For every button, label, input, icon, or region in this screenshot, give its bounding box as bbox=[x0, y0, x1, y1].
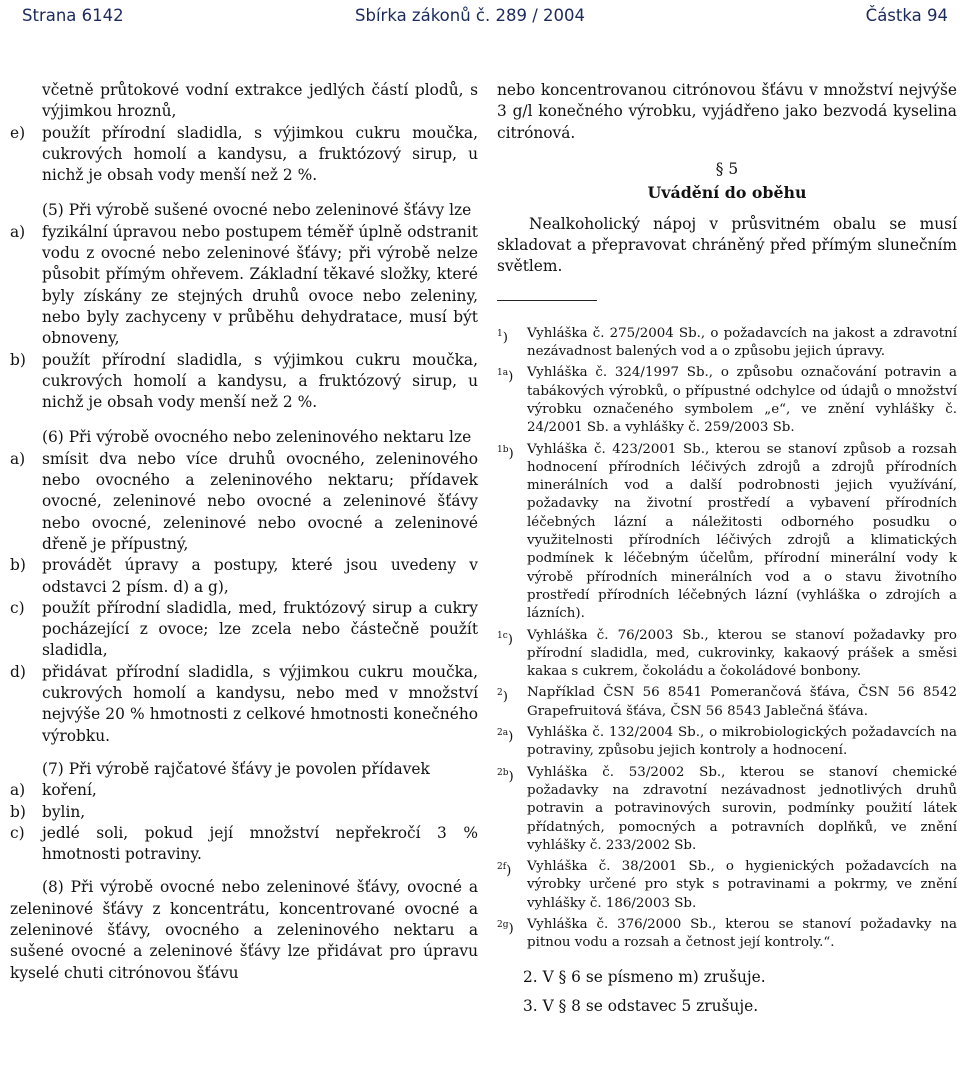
list-item-6c bbox=[10, 598, 478, 662]
paragraph-8: (8) Při výrobě ovocné nebo zeleninové šťávy, ovocné a zeleninové šťávy z koncentrátu, koncentrované ovocné a zeleninové šťávy, ovocného a zeleninového nektaru a sušené ovocné a zeleninové šťávy lze přidávat pro úpravu kyselé chuti citrónovou šťávu bbox=[10, 878, 478, 982]
footnote-2b bbox=[497, 764, 957, 855]
list-text: provádět úpravy a postupy, které jsou uvedeny v odstavci 2 písm. d) a g), bbox=[42, 556, 478, 596]
list-text: bylin, bbox=[42, 802, 86, 821]
list-label: c) bbox=[10, 823, 25, 842]
issue-part: Částka 94 bbox=[865, 6, 948, 25]
footnote-mark: $^{2f}$) bbox=[497, 862, 512, 879]
list-label: a) bbox=[10, 781, 26, 800]
footnote-text: Například ČSN 56 8541 Pomerančová šťáva, ČSN 56 8542 Grapefruitová šťáva, ČSN 56 8543 Jablečná šťáva. bbox=[527, 685, 957, 719]
footnote-2a bbox=[497, 724, 957, 761]
footnote-2f bbox=[497, 858, 957, 913]
list-label: d) bbox=[10, 662, 26, 681]
list-item-6a bbox=[10, 449, 478, 555]
list-item-5a bbox=[10, 222, 478, 350]
footnote-text: Vyhláška č. 423/2001 Sb., kterou se stanoví způsob a rozsah hodnocení přírodních léčivých zdrojů a zdrojů přírodních minerálních vod a další podrobnosti jejich využívání, požadavky na životní prostředí a vybavení přírodních léčebných lázní a náležitosti odborného posudku o využitelnosti přírodních léčivých zdrojů a klimatických podmínek k léčebným účelům, přírodní minerální vody k výrobě přírodních minerálních vod a o stavu životního prostředí přírodních léčebných lázní (vyhláška o zdrojích a lázních). bbox=[527, 441, 957, 622]
page-number: Strana 6142 bbox=[22, 6, 124, 25]
list-text: použít přírodní sladidla, med, fruktózový sirup a cukry pocházející z ovoce; lze zcela nebo částečně použít sladidla, bbox=[42, 598, 478, 660]
paragraph-6: (6) Při výrobě ovocného nebo zeleninového nektaru lze bbox=[42, 428, 472, 447]
section-title: Uvádění do oběhu bbox=[647, 182, 807, 202]
right-column bbox=[497, 80, 957, 1017]
continuation-text: nebo koncentrovanou citrónovou šťávu v množství nejvýše 3 g/l konečného výrobku, vyjádřeno jako bezvodá kyselina citrónová. bbox=[497, 81, 957, 142]
list-label: b) bbox=[10, 802, 26, 821]
paragraph-7: (7) Při výrobě rajčatové šťávy je povolen přídavek bbox=[42, 759, 430, 778]
section-number: § 5 bbox=[715, 159, 739, 178]
footnote-mark: $^1$) bbox=[497, 328, 508, 346]
list-item-e bbox=[10, 123, 478, 187]
collection-title: Sbírka zákonů č. 289 / 2004 bbox=[355, 6, 586, 25]
list-text: přidávat přírodní sladidla, s výjimkou cukru moučka, cukrových homolí a kandysu, nebo med v množství nejvýše 20 % hmotnosti z celkové hmotnosti konečného výrobku. bbox=[42, 662, 478, 745]
footnote-1c bbox=[497, 627, 957, 682]
footnote-1a bbox=[497, 364, 957, 437]
footnote-mark: $^{2b}$) bbox=[497, 767, 514, 785]
list-item-6d bbox=[10, 662, 478, 747]
amendment-2: 2. V § 6 se písmeno m) zrušuje. bbox=[523, 967, 766, 986]
footnote-2g bbox=[497, 916, 957, 953]
amendment-3: 3. V § 8 se odstavec 5 zrušuje. bbox=[523, 996, 759, 1015]
list-label: b) bbox=[10, 350, 26, 369]
footnote-2 bbox=[497, 684, 957, 721]
footnote-1b bbox=[497, 441, 957, 624]
footnote-text: Vyhláška č. 132/2004 Sb., o mikrobiologických požadavcích na potraviny, způsobu jejich kontroly a hodnocení. bbox=[527, 725, 957, 759]
list-text: fyzikální úpravou nebo postupem téměř úplně odstranit vodu z ovocné nebo zeleninové šťávy; při výrobě nelze působit přímým ohřevem. Základní těkavé složky, které byly získány ze stejných druhů ovoce nebo zeleniny, nebo byly zachyceny v průběhu dehydratace, musí být obnoveny, bbox=[42, 222, 478, 348]
footnote-text: Vyhláška č. 38/2001 Sb., o hygienických požadavcích na výrobky určené pro styk s potravinami a pokrmy, ve znění vyhlášky č. 186/2003 Sb. bbox=[527, 859, 957, 911]
list-label: c) bbox=[10, 598, 25, 617]
section-text: Nealkoholický nápoj v průsvitném obalu se musí skladovat a přepravovat chráněný před přímým slunečním světlem. bbox=[497, 214, 957, 276]
paragraph-5: (5) Při výrobě sušené ovocné nebo zeleninové šťávy lze bbox=[42, 201, 472, 220]
left-column bbox=[10, 80, 478, 984]
list-label: b) bbox=[10, 556, 26, 575]
footnote-mark: $^{1c}$) bbox=[497, 630, 514, 647]
footnote-mark: $^{1a}$) bbox=[497, 368, 514, 385]
footnote-text: Vyhláška č. 324/1997 Sb., o způsobu označování potravin a tabákových výrobků, o přípustné odchylce od údajů o množství výrobku označeného symbolem „e“, ve znění vyhlášky č. 24/2001 Sb. a vyhlášky č. 259/2003 Sb. bbox=[527, 365, 957, 436]
list-text: smísit dva nebo více druhů ovocného, zeleninového nebo ovocného a zeleninového nektaru; přídavek ovocné, zeleninové nebo ovocné a zeleninové šťávy nebo ovocné, zeleninové nebo ovocné a zeleninové dřeně je přípustný, bbox=[42, 449, 478, 553]
list-label: e) bbox=[10, 123, 26, 142]
list-label: a) bbox=[10, 222, 26, 241]
footnote-text: Vyhláška č. 275/2004 Sb., o požadavcích na jakost a zdravotní nezávadnost balených vod a o způsobu jejich úpravy. bbox=[527, 325, 957, 360]
list-item-5b bbox=[10, 350, 478, 414]
footnote-mark: $^{2g}$) bbox=[497, 919, 514, 937]
list-item-6b bbox=[10, 555, 478, 598]
list-text: použít přírodní sladidla, s výjimkou cukru moučka, cukrových homolí a kandysu, a fruktózový sirup, u nichž je obsah vody menší než 2 %. bbox=[42, 123, 478, 185]
section-5 bbox=[497, 158, 957, 204]
footnote-text: Vyhláška č. 76/2003 Sb., kterou se stanoví požadavky pro přírodní sladidla, med, cukrovinky, kakaový prášek a směsi kakaa s cukrem, čokoládu a čokoládové bonbony. bbox=[527, 627, 957, 680]
footnote-1 bbox=[497, 325, 957, 362]
footnote-mark: $^2$) bbox=[497, 688, 508, 705]
list-text: koření, bbox=[42, 781, 97, 800]
list-item-7c bbox=[10, 823, 478, 866]
footnote-text: Vyhláška č. 376/2000 Sb., kterou se stanoví požadavky na pitnou vodu a rozsah a četnost její kontroly.“. bbox=[527, 916, 957, 951]
list-text: jedlé soli, pokud její množství nepřekročí 3 % hmotnosti potraviny. bbox=[42, 823, 478, 864]
continuation-text: včetně průtokové vodní extrakce jedlých částí plodů, s výjimkou hroznů, bbox=[42, 81, 478, 121]
footnote-mark: $^{2a}$) bbox=[497, 728, 514, 745]
footnote-divider bbox=[497, 300, 597, 301]
list-item-7b bbox=[10, 802, 478, 823]
list-item-7a bbox=[10, 780, 478, 801]
page-header bbox=[0, 0, 960, 38]
list-text: použít přírodní sladidla, s výjimkou cukru moučka, cukrových homolí a kandysu, a fruktózový sirup, u nichž je obsah vody menší než 2 %. bbox=[42, 350, 478, 412]
footnote-text: Vyhláška č. 53/2002 Sb., kterou se stanoví chemické požadavky na zdravotní nezávadnost jednotlivých druhů potravin a potravinových surovin, podmínky použití látek přídatných, pomocných a potravních doplňků, ve znění vyhlášky č. 233/2002 Sb. bbox=[527, 764, 957, 853]
footnote-mark: $^{1b}$) bbox=[497, 444, 514, 462]
list-label: a) bbox=[10, 449, 26, 468]
